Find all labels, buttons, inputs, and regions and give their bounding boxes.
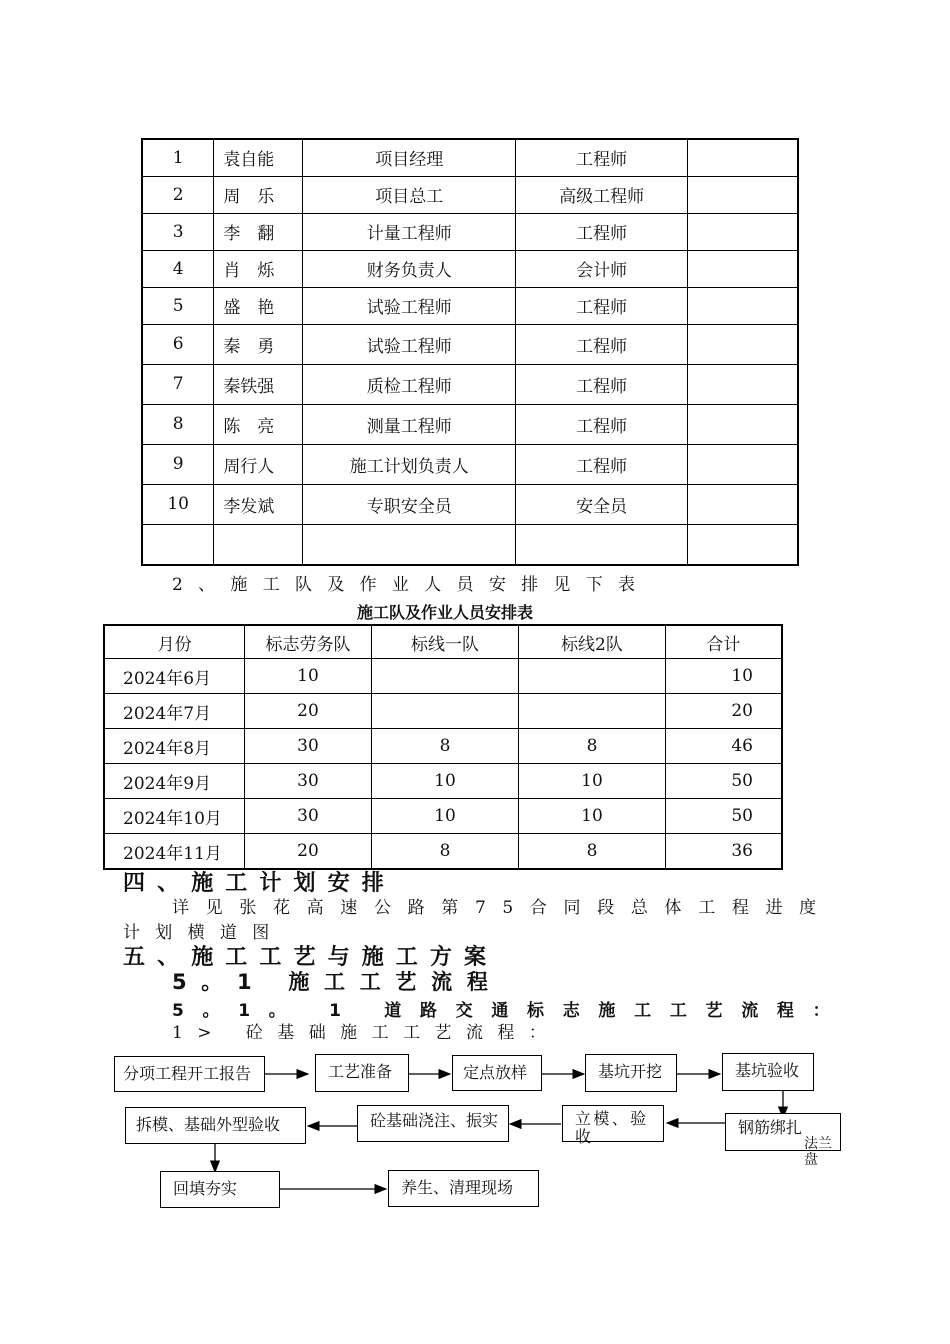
team-line2-count: 8	[519, 834, 666, 870]
team-sign-count: 20	[245, 694, 372, 729]
team-line2-count: 8	[519, 729, 666, 764]
section-5-1-1-heading: 5。1。 1 道路交通标志施工工艺流程：	[172, 1001, 849, 1021]
team-total: 20	[665, 694, 782, 729]
staff-role: 测量工程师	[303, 404, 516, 444]
staff-role: 财务负责人	[303, 250, 516, 287]
team-line2-count: 10	[519, 799, 666, 834]
staff-name: 盛 艳	[214, 287, 303, 324]
flow-step-demold-inspect: 拆模、基础外型验收	[125, 1107, 306, 1144]
staff-no: 3	[142, 213, 214, 250]
section-5-1-heading: 5。1 施工工艺流程	[172, 970, 503, 994]
team-month: 2024年9月	[104, 764, 245, 799]
staff-name: 李 翻	[214, 213, 303, 250]
staff-title: 工程师	[516, 139, 687, 176]
staff-role: 质检工程师	[303, 364, 516, 404]
team-month: 2024年10月	[104, 799, 245, 834]
team-total: 36	[665, 834, 782, 870]
staff-title: 工程师	[516, 324, 687, 364]
staff-name: 陈 亮	[214, 404, 303, 444]
staff-name: 秦铁强	[214, 364, 303, 404]
section-5-heading: 五、施工工艺与施工方案	[123, 945, 499, 970]
section-4-heading: 四、施工计划安排	[123, 871, 396, 896]
team-total: 50	[665, 764, 782, 799]
team-sign-count: 30	[245, 729, 372, 764]
staff-no: 2	[142, 176, 214, 213]
team-line2-count: 10	[519, 764, 666, 799]
team-sign-count: 10	[245, 659, 372, 694]
header-sign-team: 标志劳务队	[245, 625, 372, 659]
staff-role: 项目总工	[303, 176, 516, 213]
flow-step-concrete-pour: 砼基础浇注、振实	[357, 1105, 509, 1142]
header-line-team-2: 标线2队	[519, 625, 666, 659]
staff-role: 试验工程师	[303, 324, 516, 364]
staff-name: 秦 勇	[214, 324, 303, 364]
section-2-caption: 2、施工队及作业人员安排见下表	[172, 575, 651, 595]
staff-no: 8	[142, 404, 214, 444]
flow-step-pit-acceptance: 基坑验收	[722, 1053, 814, 1091]
staff-no: 10	[142, 484, 214, 524]
team-sign-count: 30	[245, 764, 372, 799]
staff-role: 施工计划负责人	[303, 444, 516, 484]
team-table-title: 施工队及作业人员安排表	[356, 603, 533, 622]
staff-name: 周 乐	[214, 176, 303, 213]
team-month: 2024年11月	[104, 834, 245, 870]
flow-step-rebar-label: 钢筋绑扎	[738, 1118, 803, 1137]
staff-name: 肖 烁	[214, 250, 303, 287]
staff-no: 1	[142, 139, 214, 176]
header-total: 合计	[665, 625, 782, 659]
team-line1-count: 8	[371, 834, 518, 870]
flow-step-curing: 养生、清理现场	[388, 1170, 539, 1207]
section-5-1-1-sub: 1> 砼基础施工工艺流程：	[172, 1023, 561, 1043]
header-month: 月份	[104, 625, 245, 659]
team-line1-count: 10	[371, 764, 518, 799]
staff-no: 6	[142, 324, 214, 364]
staff-no: 5	[142, 287, 214, 324]
team-month: 2024年8月	[104, 729, 245, 764]
flow-step-backfill: 回填夯实	[160, 1171, 280, 1208]
staff-title: 会计师	[516, 250, 687, 287]
team-total: 10	[665, 659, 782, 694]
team-month: 2024年6月	[104, 659, 245, 694]
staff-title: 工程师	[516, 444, 687, 484]
flow-step-rebar	[725, 1113, 841, 1168]
staff-title: 安全员	[516, 484, 687, 524]
team-line1-count: 10	[371, 799, 518, 834]
team-sign-count: 20	[245, 834, 372, 870]
staff-role: 专职安全员	[303, 484, 516, 524]
flow-step-preparation: 工艺准备	[315, 1054, 409, 1092]
staff-no: 7	[142, 364, 214, 404]
flow-step-excavation: 基坑开挖	[585, 1054, 677, 1092]
staff-title: 工程师	[516, 213, 687, 250]
team-sign-count: 30	[245, 799, 372, 834]
staff-name: 周行人	[214, 444, 303, 484]
staff-title: 工程师	[516, 287, 687, 324]
staff-title: 工程师	[516, 364, 687, 404]
staff-title: 工程师	[516, 404, 687, 444]
staff-name: 李发斌	[214, 484, 303, 524]
section-4-body-line-2: 计划横道图	[123, 923, 285, 943]
team-line1-count: 8	[371, 729, 518, 764]
staff-role: 试验工程师	[303, 287, 516, 324]
team-month: 2024年7月	[104, 694, 245, 729]
team-total: 46	[665, 729, 782, 764]
header-line-team-1: 标线一队	[371, 625, 518, 659]
team-total: 50	[665, 799, 782, 834]
section-4-body-line-1: 详见张花高速公路第75合同段总体工程进度	[172, 898, 833, 918]
staff-title: 高级工程师	[516, 176, 687, 213]
staff-role: 项目经理	[303, 139, 516, 176]
flow-step-rebar-clipped: 法兰盘	[804, 1136, 832, 1168]
flow-step-staking: 定点放样	[452, 1055, 542, 1091]
staff-role: 计量工程师	[303, 213, 516, 250]
staff-no: 9	[142, 444, 214, 484]
staff-name: 袁自能	[214, 139, 303, 176]
staff-no: 4	[142, 250, 214, 287]
flow-step-start-report: 分项工程开工报告	[114, 1056, 265, 1092]
flow-step-formwork: 立模、验收	[562, 1105, 664, 1142]
